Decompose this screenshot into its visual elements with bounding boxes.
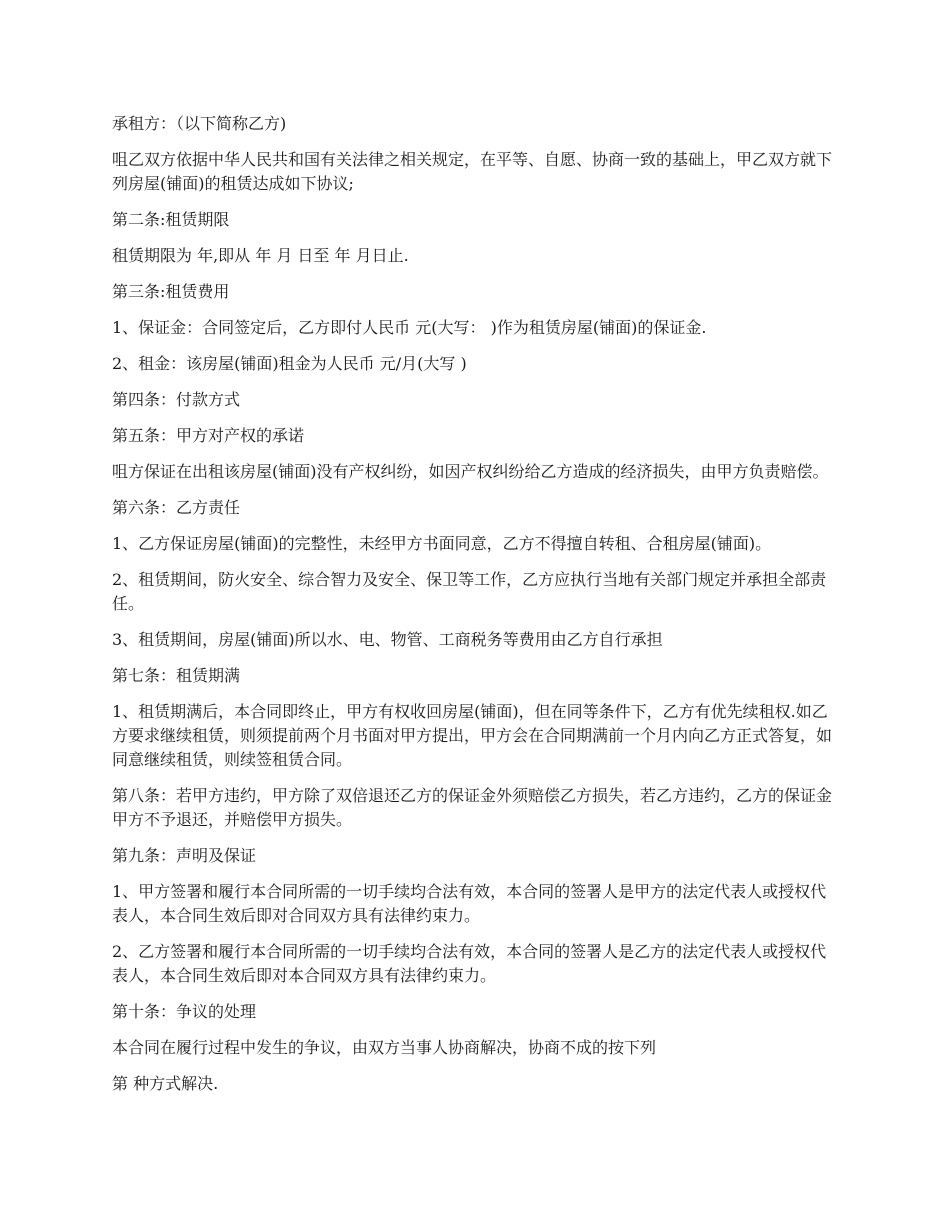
preamble-paragraph: 咀乙双方依据中华人民共和国有关法律之相关规定，在平等、自愿、协商一致的基础上，甲乙双方就下列房屋(铺面)的租赁达成如下协议; xyxy=(112,150,833,193)
article-9-item-2: 2、乙方签署和履行本合同所需的一切手续均合法有效，本合同的签署人是乙方的法定代表人或授权代表人，本合同生效后即对本合同双方具有法律约束力。 xyxy=(112,942,827,985)
article-6-item-2: 2、租赁期间，防火安全、综合智力及安全、保卫等工作，乙方应执行当地有关部门规定并承担全部责任。 xyxy=(112,570,827,613)
article-5-heading: 第五条：甲方对产权的承诺 xyxy=(112,426,305,445)
article-7-heading: 第七条：租赁期满 xyxy=(112,666,241,685)
article-7-item-1: 1、租赁期满后，本合同即终止，甲方有权收回房屋(铺面)，但在同等条件下，乙方有优先续租权.如乙方要求继续租赁，则须提前两个月书面对甲方提出，甲方会在合同期满前一个月内向乙方正式答复，如同意继续租赁，则续签租赁合同。 xyxy=(112,702,833,769)
article-6-heading: 第六条：乙方责任 xyxy=(112,498,241,517)
article-9-item-1: 1、甲方签署和履行本合同所需的一切手续均合法有效，本合同的签署人是甲方的法定代表人或授权代表人，本合同生效后即对合同双方具有法律约束力。 xyxy=(112,882,827,925)
article-3-item-2: 2、租金：该房屋(铺面)租金为人民币 元/月(大写 ) xyxy=(112,354,467,373)
article-8-body: 第八条：若甲方违约，甲方除了双倍退还乙方的保证金外须赔偿乙方损失，若乙方违约，乙方的保证金甲方不予退还，并赔偿甲方损失。 xyxy=(112,786,833,829)
article-9-heading: 第九条：声明及保证 xyxy=(112,846,257,865)
article-3-heading: 第三条:租赁费用 xyxy=(112,282,230,301)
article-4-heading: 第四条：付款方式 xyxy=(112,390,241,409)
article-6-item-3: 3、租赁期间，房屋(铺面)所以水、电、物管、工商税务等费用由乙方自行承担 xyxy=(112,630,663,649)
article-10-body: 本合同在履行过程中发生的争议，由双方当事人协商解决，协商不成的按下列 xyxy=(112,1038,657,1057)
article-2-body: 租赁期限为 年,即从 年 月 日至 年 月日止. xyxy=(112,246,409,265)
article-5-body: 咀方保证在出租该房屋(铺面)没有产权纠纷，如因产权纠纷给乙方造成的经济损失，由甲方负责赔偿。 xyxy=(112,462,829,481)
article-3-item-1: 1、保证金：合同签定后，乙方即付人民币 元(大写： )作为租赁房屋(铺面)的保证金. xyxy=(112,318,707,337)
article-6-item-1: 1、乙方保证房屋(铺面)的完整性，未经甲方书面同意，乙方不得擅自转租、合租房屋(铺面)。 xyxy=(112,534,772,553)
lessee-line: 承租方：（以下简称乙方) xyxy=(112,114,287,133)
article-10-method: 第 种方式解决. xyxy=(112,1074,219,1093)
article-2-heading: 第二条:租赁期限 xyxy=(112,210,230,229)
article-10-heading: 第十条：争议的处理 xyxy=(112,1002,257,1021)
